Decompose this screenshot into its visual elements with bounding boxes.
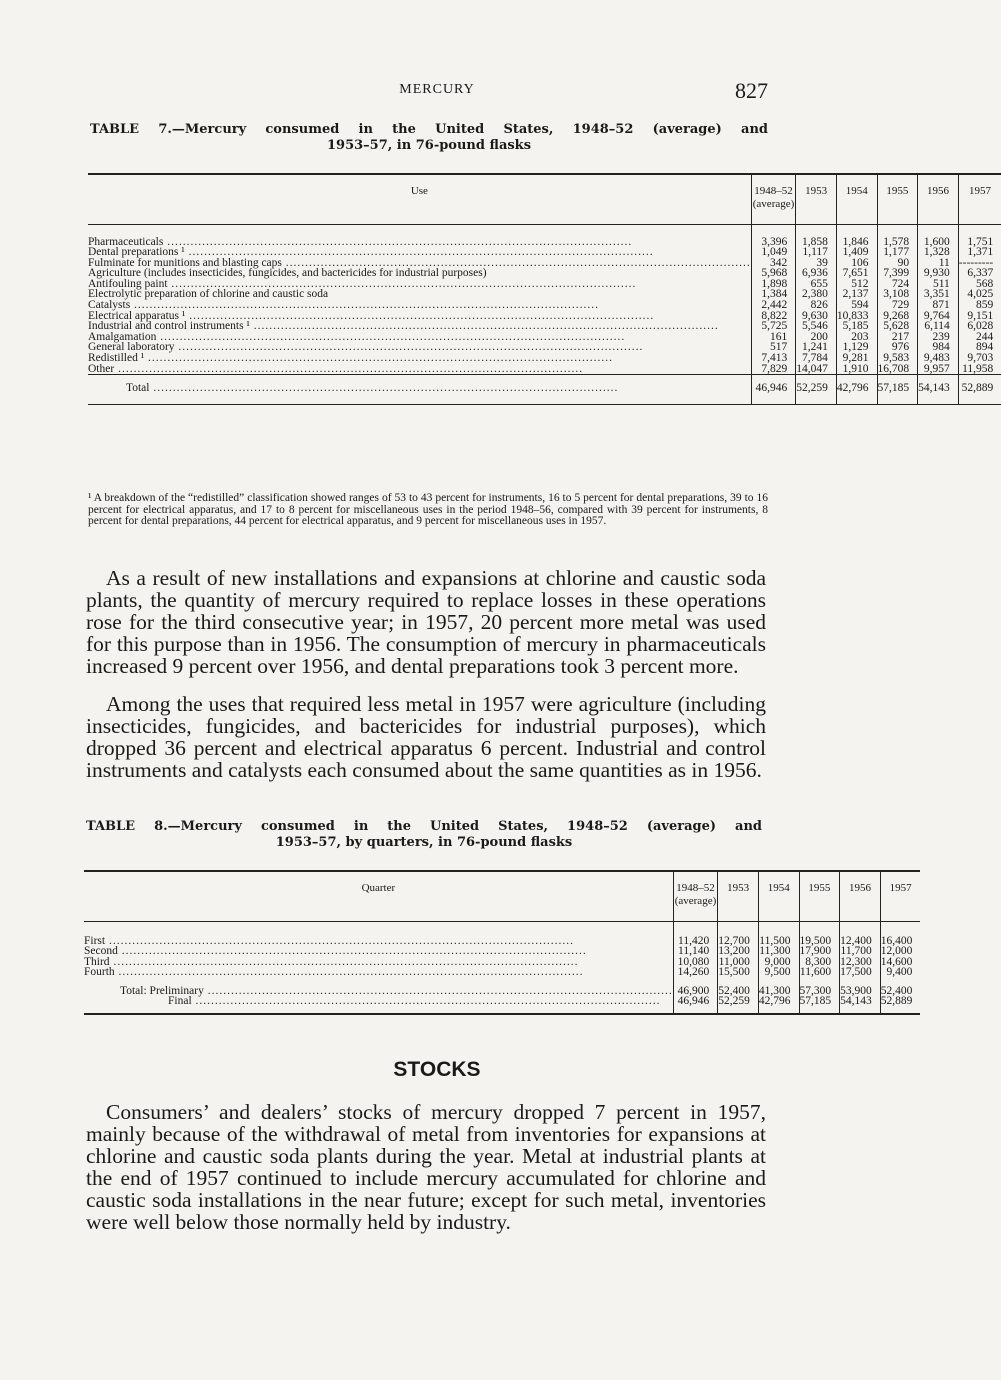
table7-cell: 729 [877,300,918,311]
table7-use-label [88,224,751,247]
table8-final-cell: 52,889 [880,996,920,1014]
table7-cell: 859 [958,300,1001,311]
table7-cell: 594 [836,300,877,311]
table7-total-cell: 46,946 [751,375,796,405]
table8-cell: 17,500 [840,967,881,978]
table7-total-cell: 42,796 [836,375,877,405]
table7-cell: 6,936 [796,268,837,279]
table8-cell: 19,500 [799,921,840,946]
use-text: Dental preparations ¹ ..... [88,247,751,258]
table8-preliminary-row [84,978,920,997]
table8-final-cell: 42,796 [758,996,799,1014]
table8-header-1953: 1953 [718,871,759,921]
table7-header-1953: 1953 [796,174,837,224]
table7-cell: 217 [877,332,918,343]
table7-footnote: ¹ A breakdown of the “redistilled” classification showed ranges of 53 to 43 percent for instruments, 16 to 5 percent for dental preparations, 39 to 16 percent for electrical apparatus, and 17 to 8 percent for miscellaneous uses in the period 1948–56, compared with 39 percent for instruments, 8 percent for dental preparations, 44 percent for electrical apparatus, and 9 percent for miscellaneous uses in 1957. [88,492,768,527]
table8-cell: 17,900 [799,946,840,957]
table8-preliminary-cell: 52,400 [880,978,920,997]
table8-header-row [84,871,920,921]
table7-cell: 7,651 [836,268,877,279]
table7-cell: 724 [877,279,918,290]
table8-header-1956: 1956 [840,871,881,921]
use-text: General laboratory ..... [88,342,751,353]
table7-cell: 14,047 [796,364,837,375]
total-label: Total: [120,984,147,997]
use-text: Electrolytic preparation of chlorine and caustic soda [88,288,329,301]
table7-cell: 5,628 [877,321,918,332]
table7-cell: 2,442 [751,300,796,311]
table7-total-cell: 52,259 [796,375,837,405]
table7-total-cell: 57,185 [877,375,918,405]
table7-cell: 9,151 [958,311,1001,322]
table7-cell: 106 [836,258,877,269]
table7-cell: 9,281 [836,353,877,364]
use-text: Fulminate for munitions and blasting caps ..... [88,258,751,269]
table8-cell: 12,400 [840,921,881,946]
table7-cell: 10,833 [836,311,877,322]
table8-cell: 11,500 [758,921,799,946]
table7-total-row [88,375,1001,405]
total-text: Total ..... [88,383,751,394]
table8-final-cell: 52,259 [718,996,759,1014]
table7-cell: 9,764 [918,311,959,322]
table8-quarter-label [84,921,673,946]
table7-header-1954: 1954 [836,174,877,224]
running-title: MERCURY [399,82,475,97]
table7-cell: 7,413 [751,353,796,364]
table8-cell: 14,600 [880,957,920,968]
table7-total-cell: 52,889 [958,375,1001,405]
table7-header-1957: 1957 [958,174,1001,224]
table8-preliminary-label [84,978,673,997]
table7-cell: 1,578 [877,224,918,247]
table7-cell: 1,117 [796,247,837,258]
table-row [84,967,920,978]
table7-cell: 511 [918,279,959,290]
table7-cell: 894 [958,342,1001,353]
table7-cell: 1,898 [751,279,796,290]
table7-cell: 3,351 [918,289,959,300]
table7-cell: 7,829 [751,364,796,375]
table8-caption-line2: 1953–57, by quarters, in 76-pound flasks [275,835,573,850]
table8-cell: 15,500 [718,967,759,978]
table7-cell: 517 [751,342,796,353]
table7-cell: 200 [796,332,837,343]
table8-quarter-label [84,967,673,978]
use-text: Catalysts ..... [88,300,751,311]
table7-cell: 9,268 [877,311,918,322]
table8-final-cell: 46,946 [673,996,718,1014]
table7-cell: 1,371 [958,247,1001,258]
table7-cell: 826 [796,300,837,311]
running-head [0,78,874,102]
table8-cell: 11,420 [673,921,718,946]
table7-header-1956: 1956 [918,174,959,224]
stocks-paragraph: Consumers’ and dealers’ stocks of mercury dropped 7 percent in 1957, mainly because of the withdrawal of metal from inventories for expansions at chlorine and caustic soda plants during the year. Metal at industrial plants at the end of 1957 continued to include mercury accumulated for chlorine and caustic soda installations in the near future; except for such metal, inventories were well below those normally held by industry. [86,1100,766,1234]
table7-cell: 1,129 [836,342,877,353]
use-text: Electrical apparatus ¹ ..... [88,311,751,322]
use-text: Industrial and control instruments ¹ ..... [88,321,751,332]
table7-cell: 5,546 [796,321,837,332]
table7-cell: 7,399 [877,268,918,279]
table7-cell: 1,384 [751,289,796,300]
table7-cell: 1,409 [836,247,877,258]
table8-cell: 9,000 [758,957,799,968]
table8-body [84,921,920,1014]
table7-cell: 342 [751,258,796,269]
table7-cell: 16,708 [877,364,918,375]
use-text: Other ..... [88,364,751,375]
table7-cell: 1,241 [796,342,837,353]
table7-body [88,224,1001,375]
table8-cell: 14,260 [673,967,718,978]
table7-cell: 984 [918,342,959,353]
table7-cell: 5,968 [751,268,796,279]
table8-final-cell: 54,143 [840,996,881,1014]
table7-cell: 9,630 [796,311,837,322]
table7-total-cell: 54,143 [918,375,959,405]
table7-cell: 1,328 [918,247,959,258]
table7-cell: 1,751 [958,224,1001,247]
table7-cell: 9,483 [918,353,959,364]
table8-preliminary-cell: 52,400 [718,978,759,997]
table7-use-label [88,364,751,375]
table8-preliminary-cell: 53,900 [840,978,881,997]
table7-caption-line1: TABLE 7.—Mercury consumed in the United States, 1948–52 (average) and [90,122,768,137]
quarter-text: First ..... [84,936,673,947]
table7-total-label [88,375,751,405]
table7-cell: 39 [796,258,837,269]
preliminary-label: Preliminary [149,984,204,997]
final-text: Final ..... [84,996,673,1007]
table7-cell: 5,185 [836,321,877,332]
table7-cell: 1,858 [796,224,837,247]
table8-header-avg: 1948–52 (average) [673,871,718,921]
table7-cell: 11 [918,258,959,269]
table8-cell: 9,400 [880,967,920,978]
table8-cell: 12,000 [880,946,920,957]
table8-header-1955: 1955 [799,871,840,921]
table7-cell: 1,910 [836,364,877,375]
table7-header-row [88,174,1001,224]
use-text: Agriculture (includes insecticides, fungicides, and bactericides for industrial purposes) [88,267,487,280]
table7-cell: 871 [918,300,959,311]
paragraph-2: Among the uses that required less metal in 1957 were agriculture (including insecticides, fungicides, and bactericides for industrial purposes), which dropped 36 percent and electrical apparatus 6 percent. Industrial and control instruments and catalysts each consumed about the same quantities as in 1956. [86,692,766,782]
table8-cell: 16,400 [880,921,920,946]
table7-cell: 9,957 [918,364,959,375]
table8-cell: 11,300 [758,946,799,957]
table-row [88,364,1001,375]
table7-cell: --------- [958,258,1001,269]
table8-cell: 12,300 [840,957,881,968]
table7-total [88,375,1001,405]
table8-cell: 13,200 [718,946,759,957]
table7-cell: 90 [877,258,918,269]
table8-preliminary-cell: 41,300 [758,978,799,997]
table7-cell: 9,583 [877,353,918,364]
table8-cell: 11,000 [718,957,759,968]
paragraph-1: As a result of new installations and expansions at chlorine and caustic soda plants, the quantity of mercury required to replace losses in these operations rose for the third consecutive year; in 1957, 20 percent more metal was used for this purpose than in 1956. The consumption of mercury in pharmaceuticals increased 9 percent over 1956, and dental preparations took 3 percent more. [86,566,766,678]
table7-cell: 3,396 [751,224,796,247]
table8-preliminary-cell: 57,300 [799,978,840,997]
table7-cell: 5,725 [751,321,796,332]
quarter-text: Second ..... [84,946,673,957]
table8-header-quarter: Quarter [361,882,396,894]
quarter-text: Fourth ..... [84,967,673,978]
table7-cell: 8,822 [751,311,796,322]
table7-cell: 7,784 [796,353,837,364]
table7-cell: 6,114 [918,321,959,332]
table7-cell: 3,108 [877,289,918,300]
table7-cell: 976 [877,342,918,353]
table8-final-label [84,996,673,1014]
table7-header-avg: 1948–52 (average) [751,174,796,224]
table7-cell: 1,049 [751,247,796,258]
table7-cell: 655 [796,279,837,290]
table-row [84,921,920,946]
table7-cell: 6,337 [958,268,1001,279]
table7-cell: 1,600 [918,224,959,247]
use-text: Amalgamation ..... [88,332,751,343]
quarter-text: Third ..... [84,957,673,968]
table7-header-1955: 1955 [877,174,918,224]
use-text: Pharmaceuticals ..... [88,237,751,248]
page-number: 827 [735,78,768,103]
table8-header-1957: 1957 [880,871,920,921]
table7-cell: 161 [751,332,796,343]
table8-final-cell: 57,185 [799,996,840,1014]
table7-cell: 6,028 [958,321,1001,332]
table7-cell: 1,846 [836,224,877,247]
table8-cell: 12,700 [718,921,759,946]
table8-cell: 10,080 [673,957,718,968]
table8-preliminary-cell: 46,900 [673,978,718,997]
table7-cell: 2,137 [836,289,877,300]
table7-header-use: Use [410,185,428,197]
table7-cell: 11,958 [958,364,1001,375]
table8-final-row [84,996,920,1014]
table7-cell: 9,703 [958,353,1001,364]
table7 [88,173,1001,405]
table8-cell: 11,700 [840,946,881,957]
stocks-heading: STOCKS [393,1058,481,1081]
use-text: Antifouling paint ..... [88,279,751,290]
table8-cell: 8,300 [799,957,840,968]
table7-cell: 4,025 [958,289,1001,300]
table7-cell: 2,380 [796,289,837,300]
table7-cell: 1,177 [877,247,918,258]
table8-cell: 11,140 [673,946,718,957]
table8-caption-line1: TABLE 8.—Mercury consumed in the United States, 1948–52 (average) and [86,819,762,834]
table7-cell: 568 [958,279,1001,290]
table8-cell: 9,500 [758,967,799,978]
table8-cell: 11,600 [799,967,840,978]
table8-caption [86,819,762,851]
table7-cell: 244 [958,332,1001,343]
use-text: Redistilled ¹ ..... [88,353,751,364]
table7-caption-line2: 1953–57, in 76-pound flasks [326,138,532,153]
table7-caption [90,122,768,154]
table7-cell: 512 [836,279,877,290]
table7-cell: 239 [918,332,959,343]
table7-cell: 203 [836,332,877,343]
table8-header-1954: 1954 [758,871,799,921]
table8 [84,870,920,1015]
table7-cell: 9,930 [918,268,959,279]
table-row [88,224,1001,247]
